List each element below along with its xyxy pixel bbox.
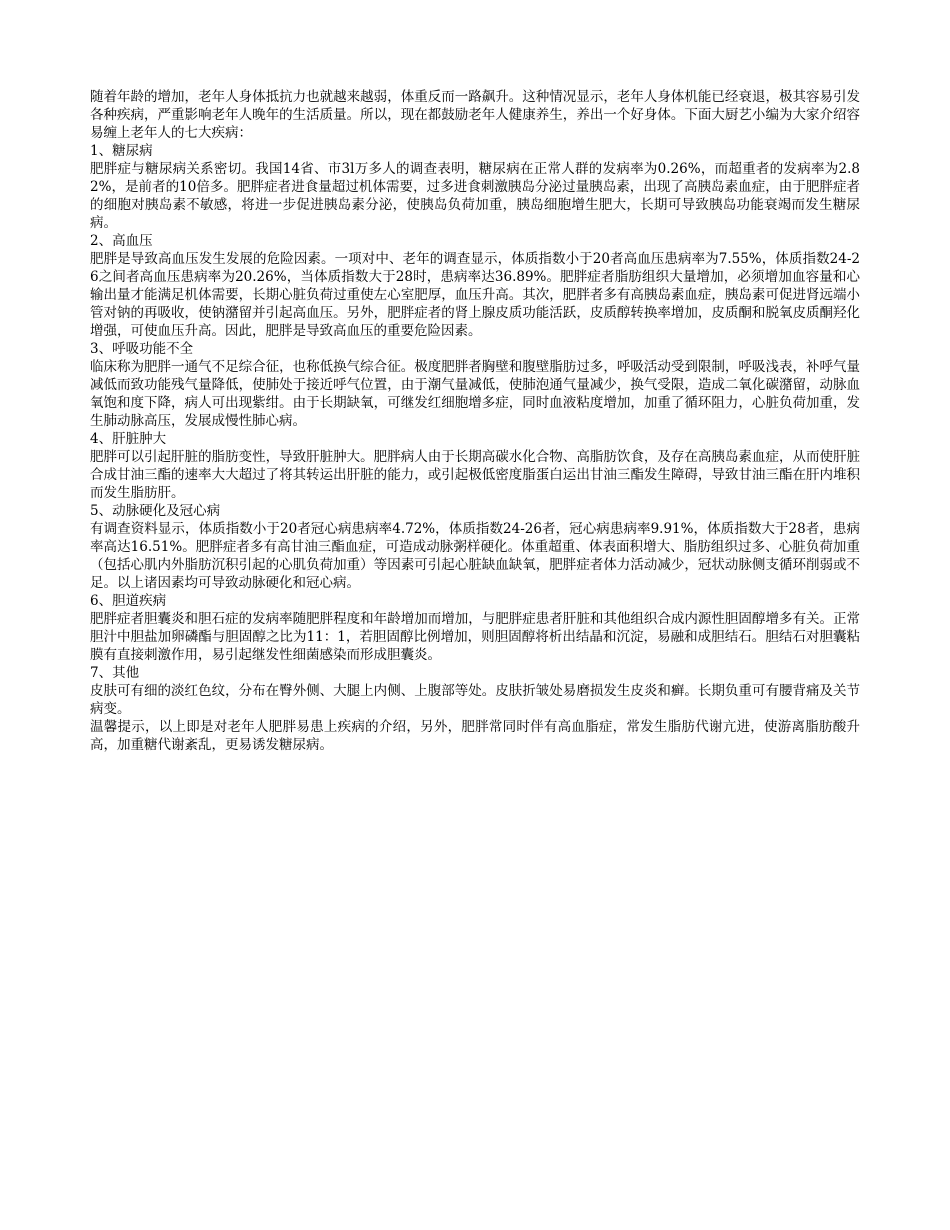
section-heading: 6、胆道疾病 (90, 593, 167, 609)
section-body: 肥胖症者胆囊炎和胆石症的发病率随肥胖程度和年龄增加而增加，与肥胖症患者肝脏和其他组织合成内源性胆固醇增多有关。正常胆汁中胆盐加卵磷酯与胆固醇之比为11：1，若胆固醇比例增加，则胆固醇将析出结晶和沉淀，易融和成胆结石。胆结石对胆囊粘膜有直接刺激作用，易引起继发性细菌感染而形成胆囊炎。 (90, 611, 860, 663)
section-respiratory (90, 340, 860, 430)
section-heading: 1、糖尿病 (90, 143, 153, 159)
section-other (90, 664, 860, 718)
section-heading: 5、动脉硬化及冠心病 (90, 503, 221, 519)
section-biliary (90, 592, 860, 664)
section-hypertension (90, 232, 860, 340)
intro-paragraph: 随着年龄的增加，老年人身体抵抗力也就越来越弱，体重反而一路飙升。这种情况显示，老年人身体机能已经衰退，极其容易引发各种疾病，严重影响老年人晚年的生活质量。所以，现在都鼓励老年人健康养生，养出一个好身体。下面大厨艺小编为大家介绍容易缠上老年人的七大疾病： (90, 89, 860, 141)
section-diabetes (90, 142, 860, 232)
closing-paragraph: 温馨提示，以上即是对老年人肥胖易患上疾病的介绍，另外，肥胖常同时伴有高血脂症，常发生脂肪代谢亢进，使游离脂肪酸升高，加重糖代谢紊乱，更易诱发糖尿病。 (90, 719, 860, 753)
section-coronary (90, 502, 860, 592)
section-body: 肥胖是导致高血压发生发展的危险因素。一项对中、老年的调查显示，体质指数小于20者高血压患病率为7.55%，体质指数24-26之间者高血压患病率为20.26%，当体质指数大于28时，患病率达36.89%。肥胖症者脂肪组织大量增加，必须增加血容量和心输出量才能满足机体需要，长期心脏负荷过重使左心室肥厚，血压升高。其次，肥胖者多有高胰岛素血症，胰岛素可促进肾远端小管对钠的再吸收，使钠潴留并引起高血压。另外，肥胖症者的肾上腺皮质功能活跃，皮质醇转换率增加，皮质酮和脱氧皮质酮羟化增强，可使血压升高。因此，肥胖是导致高血压的重要危险因素。 (90, 251, 860, 339)
section-body: 肥胖可以引起肝脏的脂肪变性，导致肝脏肿大。肥胖病人由于长期高碳水化合物、高脂肪饮食，及存在高胰岛素血症，从而使肝脏合成甘油三酯的速率大大超过了将其转运出肝脏的能力，或引起极低密度脂蛋白运出甘油三酯发生障碍，导致甘油三酯在肝内堆积而发生脂肪肝。 (90, 449, 860, 501)
section-body: 皮肤可有细的淡红色纹，分布在臀外侧、大腿上内侧、上腹部等处。皮肤折皱处易磨损发生皮炎和癣。长期负重可有腰背痛及关节病变。 (90, 683, 860, 717)
section-body: 临床称为肥胖一通气不足综合征，也称低换气综合征。极度肥胖者胸壁和腹壁脂肪过多，呼吸活动受到限制，呼吸浅表，补呼气量减低而致功能残气量降低，使肺处于接近呼气位置，由于潮气量减低，使肺泡通气量减少，换气受限，造成二氧化碳潴留，动脉血氧饱和度下降，病人可出现紫绀。由于长期缺氧，可继发红细胞增多症，同时血液粘度增加，加重了循环阻力，心脏负荷加重，发生肺动脉高压，发展成慢性肺心病。 (90, 359, 860, 429)
article-body (90, 88, 860, 754)
section-body: 肥胖症与糖尿病关系密切。我国14省、市3l万多人的调查表明，糖尿病在正常人群的发病率为0.26%，而超重者的发病率为2.82%，是前者的10倍多。肥胖症者进食量超过机体需要，过多进食刺激胰岛分泌过量胰岛素，出现了高胰岛素血症，由于肥胖症者的细胞对胰岛素不敏感，将进一步促进胰岛素分泌，使胰岛负荷加重，胰岛细胞增生肥大，长期可导致胰岛功能衰竭而发生糖尿病。 (90, 161, 860, 231)
section-heading: 4、肝脏肿大 (90, 431, 167, 447)
section-body: 有调查资料显示，体质指数小于20者冠心病患病率4.72%，体质指数24-26者，冠心病患病率9.91%，体质指数大于28者，患病率高达16.51%。肥胖症者多有高甘油三酯血症，可造成动脉粥样硬化。体重超重、体表面积增大、脂肪组织过多、心脏负荷加重（包括心肌内外脂肪沉积引起的心肌负荷加重）等因素可引起心脏缺血缺氧，肥胖症者体力活动减少，冠状动脉侧支循环削弱或不足。以上诸因素均可导致动脉硬化和冠心病。 (90, 521, 860, 591)
section-heading: 2、高血压 (90, 233, 153, 249)
section-heading: 3、呼吸功能不全 (90, 341, 194, 357)
section-heading: 7、其他 (90, 665, 140, 681)
section-liver (90, 430, 860, 502)
